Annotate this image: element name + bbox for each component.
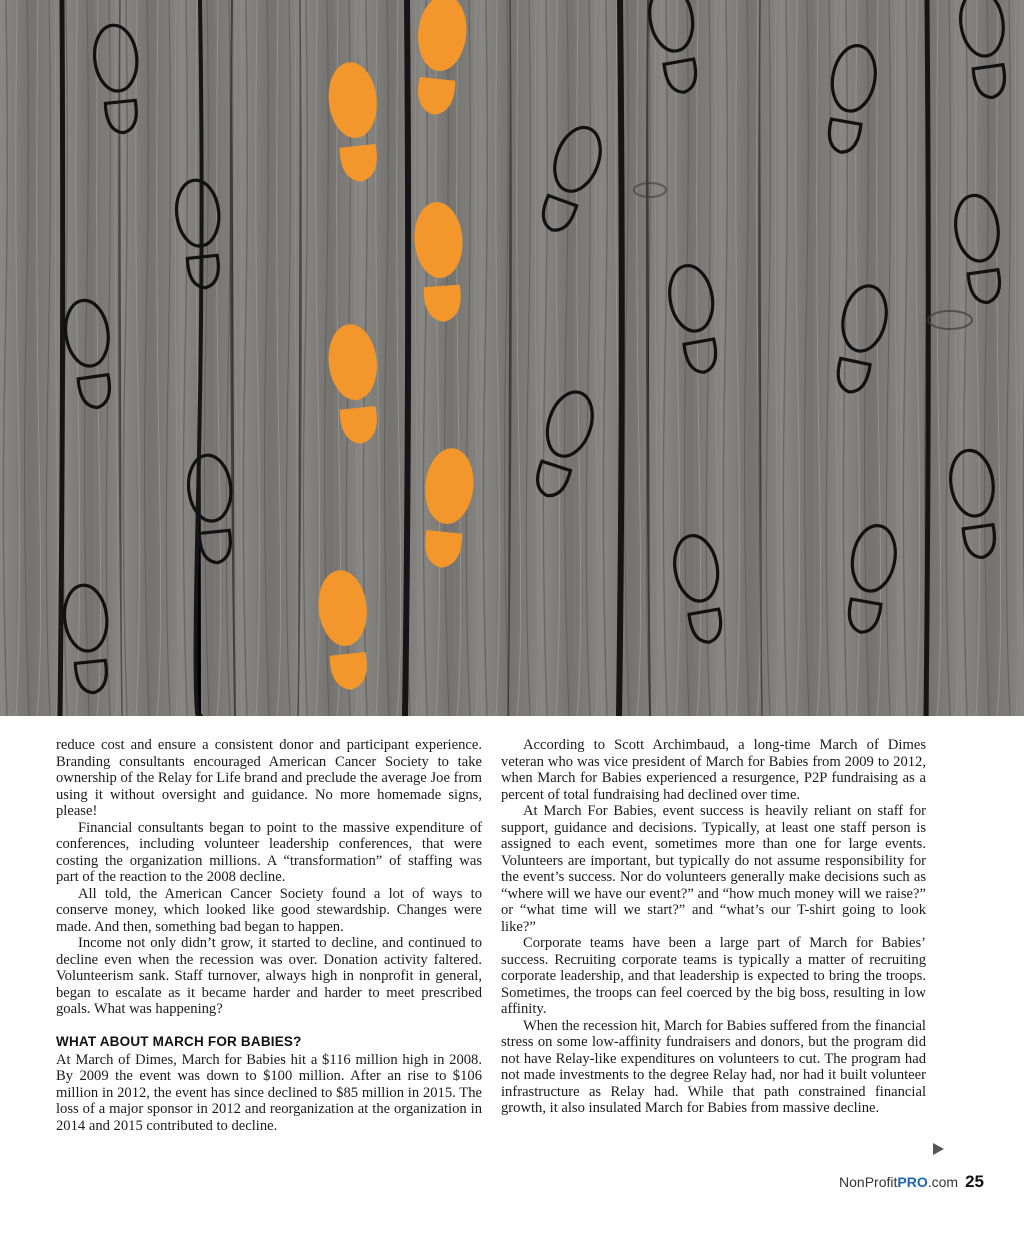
body-paragraph: Income not only didn’t grow, it started to decline, and continued to decline even when the recession was over. Donation activity faltered. Volunteerism sank. Staff turnover, always high in nonprofit in general, began to escalate as it became harder and harder to meet prescribed goals. What was happening? [56, 935, 482, 1017]
body-paragraph: reduce cost and ensure a consistent donor and participant experience. Branding consultants encouraged American Cancer Society to take ownership of the Relay for Life brand and preclude the average Joe from using it without oversight and guidance. No more homemade signs, please! [56, 737, 482, 819]
body-paragraph: Financial consultants began to point to the massive expenditure of conferences, including volunteer leadership conferences, that were costing the organization millions. A “transformation” of staffing was part of the reaction to the 2008 decline. [56, 819, 482, 885]
article-right-column [501, 737, 926, 1117]
page-number: 25 [965, 1172, 984, 1191]
body-paragraph: At March For Babies, event success is heavily reliant on staff for support, guidance and decisions. Typically, at least one staff person is assigned to each event, sometimes more than one for large events. Volunteers are important, but typically do not assume responsibility for the event’s success. Nor do volunteers generally make decisions such as “where will we have our event?” and “how much money will we raise?” or “what time will we start?” and “what’s our T-shirt going to look like?” [501, 803, 926, 935]
footer-brand-strong: PRO [897, 1174, 928, 1190]
footer-brand-prefix: NonProfit [839, 1174, 898, 1190]
article-left-column [56, 737, 482, 1134]
section-heading: WHAT ABOUT MARCH FOR BABIES? [56, 1033, 302, 1049]
body-paragraph: At March of Dimes, March for Babies hit a $116 million high in 2008. By 2009 the event was down to $100 million. After an rise to $106 million in 2012, the event has since declined to $85 million in 2015. The loss of a major sponsor in 2012 and reorganization at the organization in 2014 and 2015 contributed to decline. [56, 1051, 482, 1134]
page-footer [839, 1172, 984, 1192]
body-paragraph: When the recession hit, March for Babies suffered from the financial stress on some low-affinity fundraisers and donors, but the program did not have Relay-like expenditures on volunteers to cut. The program had not made investments to the degree Relay had, nor had it built volunteer infrastructure as Relay had. While that path constrained financial growth, it also insulated March for Babies from massive decline. [501, 1017, 926, 1116]
body-paragraph: Corporate teams have been a large part of March for Babies’ success. Recruiting corporate teams is typically a matter of recruiting corporate leadership, and that leadership is expected to bring the troops. Sometimes, the troops can feel coerced by the big boss, resulting in low affinity. [501, 935, 926, 1017]
footer-brand-suffix: .com [927, 1174, 959, 1190]
body-paragraph: All told, the American Cancer Society found a lot of ways to conserve money, which looked like good stewardship. Changes were made. And then, something bad began to happen. [56, 885, 482, 935]
triangle-right-icon [933, 1143, 944, 1155]
body-paragraph: According to Scott Archimbaud, a long-time March of Dimes veteran who was vice president of March for Babies from 2009 to 2012, when March for Babies experienced a resurgence, P2P fundraising as a percent of total fundraising had declined over time. [501, 737, 926, 803]
